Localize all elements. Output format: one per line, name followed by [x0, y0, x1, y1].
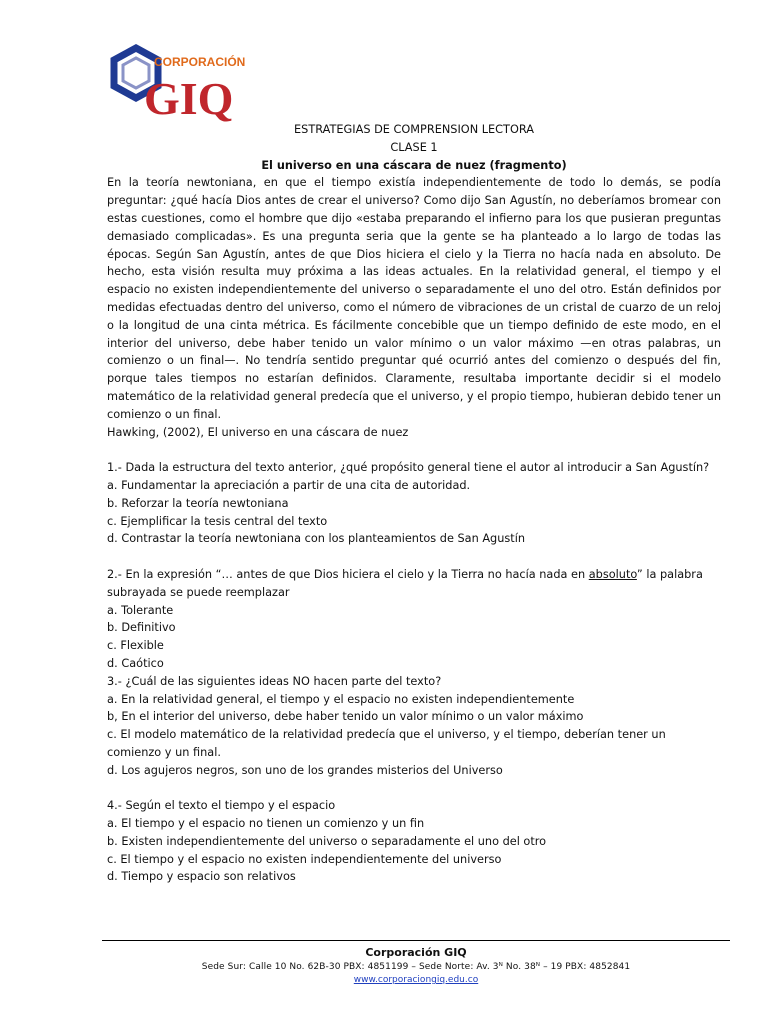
page-footer — [102, 940, 730, 985]
passage-citation: Hawking, (2002), El universo en una cáscara de nuez — [107, 425, 409, 439]
answer-option: a. El tiempo y el espacio no tienen un comienzo y un fin — [107, 817, 425, 831]
question-1 — [107, 459, 721, 548]
prompt-text: ” la palabra subrayada se puede reemplazar — [107, 567, 703, 599]
answer-option: d. Contrastar la teoría newtoniana con los planteamientos de San Agustín — [107, 532, 526, 546]
question-prompt: 1.- Dada la estructura del texto anterior, ¿qué propósito general tiene el autor al introducir a San Agustín? — [107, 461, 710, 475]
header-line1: ESTRATEGIAS DE COMPRENSION LECTORA — [294, 123, 534, 136]
answer-option: a. Tolerante — [107, 603, 174, 617]
question-3 — [107, 673, 721, 780]
answer-option: b. Existen independientemente del universo o separadamente el uno del otro — [107, 834, 547, 848]
footer-website-link[interactable]: www.corporaciongiq.edu.co — [353, 975, 479, 985]
question-prompt: 4.- Según el texto el tiempo y el espacio — [107, 799, 336, 813]
question-prompt: 3.- ¿Cuál de las siguientes ideas NO hacen parte del texto? — [107, 674, 442, 688]
passage-text: En la teoría newtoniana, en que el tiempo existía independientemente de todo lo demás, se podía preguntar: ¿qué hacía Dios antes de crear el universo? Como dijo San Agustín, no deberíamos bromear con estas cuestiones, como el hombre que dijo «estaba preparando el infierno para los que pusieran preguntas demasiado complicadas». Es una pregunta seria que la gente se ha planteado a lo largo de todas las épocas. Según San Agustín, antes de que Dios hiciera el cielo y la Tierra no hacía nada en absoluto. De hecho, esta visión resulta muy próxima a las ideas actuales. En la relatividad general, el tiempo y el espacio no existen independientemente del universo o separadamente el uno del otro. Están definidos por medidas efectuadas dentro del universo, como el número de vibraciones de un cristal de cuarzo de un reloj o la longitud de una cinta métrica. Es fácilmente concebible que un tiempo definido de este modo, en el interior del universo, debe haber tenido un valor mínimo o un valor máximo —en otras palabras, un comienzo o un final—. No tendría sentido preguntar qué ocurrió antes del comienzo o después del fin, porque tales tiempos no estarían definidos. Claramente, resultaba importante decidir si el modelo matemático de la relatividad general predecía que el universo, y el propio tiempo, hubieran debido tener un comienzo o un final. — [107, 176, 721, 421]
answer-option: d. Los agujeros negros, son uno de los grandes misterios del Universo — [107, 763, 503, 777]
answer-option: b. Definitivo — [107, 621, 176, 635]
corporacion-giq-logo — [106, 40, 256, 122]
underlined-word: absoluto — [588, 567, 637, 581]
passage-title: El universo en una cáscara de nuez (fragmento) — [261, 158, 567, 172]
header-line2: CLASE 1 — [390, 140, 438, 154]
question-prompt — [107, 566, 721, 602]
answer-option: d. Caótico — [107, 656, 164, 670]
answer-option: d. Tiempo y espacio son relativos — [107, 870, 296, 884]
answer-option: a. Fundamentar la apreciación a partir de una cita de autoridad. — [107, 478, 471, 492]
question-2 — [107, 566, 721, 673]
answer-option: c. El modelo matemático de la relatividad predecía que el universo, y el tiempo, deberían tener un comienzo y un final. — [107, 728, 666, 759]
answer-option: b. Reforzar la teoría newtoniana — [107, 496, 289, 510]
footer-address: Sede Sur: Calle 10 No. 62B-30 PBX: 4851199 – Sede Norte: Av. 3ᴺ No. 38ᴺ – 19 PBX: 4852841 — [201, 962, 631, 972]
question-4 — [107, 797, 721, 886]
answer-option: c. Flexible — [107, 639, 164, 653]
footer-name: Corporación GIQ — [365, 946, 467, 959]
logo-top-text: CORPORACIÓN — [154, 55, 246, 69]
document-body — [107, 121, 721, 886]
answer-option: a. En la relatividad general, el tiempo y el espacio no existen independientemente — [107, 692, 575, 706]
answer-option: c. El tiempo y el espacio no existen independientemente del universo — [107, 852, 502, 866]
answer-option: c. Ejemplificar la tesis central del texto — [107, 514, 328, 528]
prompt-text: 2.- En la expresión “… antes de que Dios hiciera el cielo y la Tierra no hacía nada en — [107, 567, 589, 581]
answer-option: b, En el interior del universo, debe haber tenido un valor mínimo o un valor máximo — [107, 710, 584, 724]
logo-graphic — [106, 40, 256, 122]
logo-brand-text: GIQ — [144, 73, 234, 122]
